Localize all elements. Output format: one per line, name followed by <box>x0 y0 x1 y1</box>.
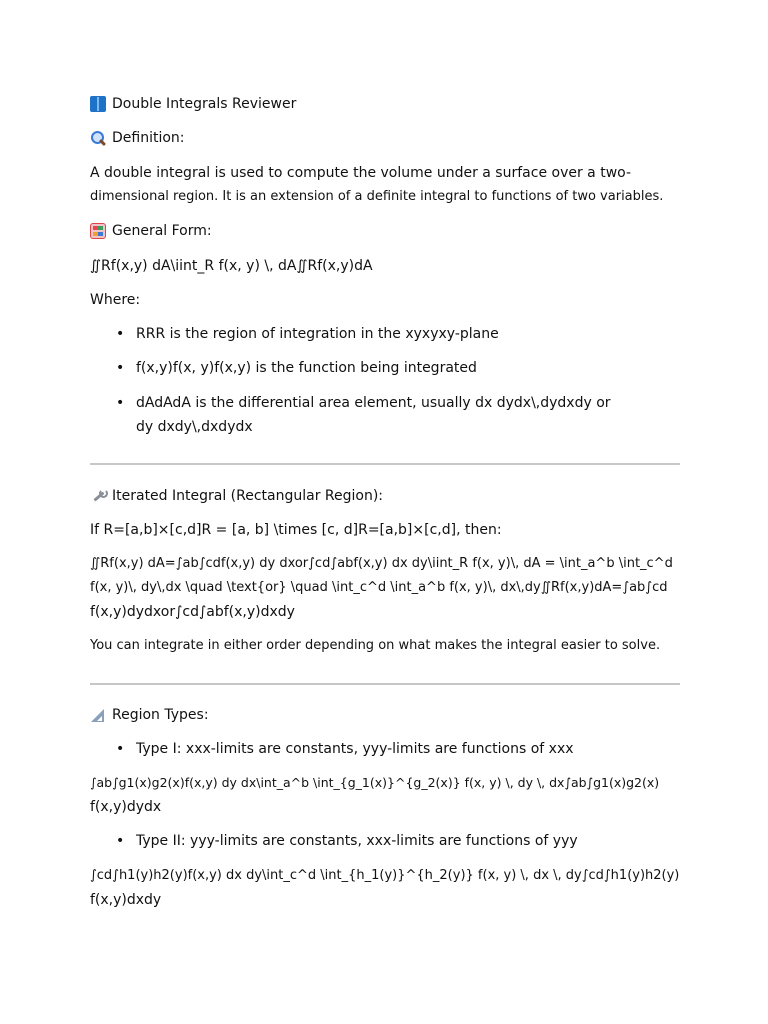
section-divider <box>90 683 680 685</box>
type2-formula-line-2: f(x,y)dxdy <box>90 892 162 908</box>
list-item: • dAdAdA is the differential area element, usually dx dydx\,dydxdy or dy dxdy\,dxdydx <box>136 391 611 439</box>
book-icon <box>90 96 106 112</box>
iterated-formula-line-2: f(x, y)\, dy\,dx \quad \text{or} \quad \int_c^d \int_a^b f(x, y)\, dx\,dy∬Rf(x,y)dA=∫ab∫cd <box>90 580 668 595</box>
list-item: • Type I: xxx-limits are constants, yyy-limits are functions of xxx <box>116 741 574 757</box>
general-form-heading <box>90 219 212 243</box>
list-item-text: RRR is the region of integration in the xyxyxy-plane <box>136 326 499 342</box>
list-item-text: Type II: yyy-limits are constants, xxx-limits are functions of yyy <box>136 833 578 849</box>
list-item-text: Type I: xxx-limits are constants, yyy-limits are functions of xxx <box>136 741 574 757</box>
iterated-heading <box>90 484 383 508</box>
region-types-heading-text: Region Types: <box>112 707 209 723</box>
general-form-heading-text: General Form: <box>112 223 212 239</box>
iterated-heading-text: Iterated Integral (Rectangular Region): <box>112 488 384 504</box>
region-types-heading <box>90 703 209 727</box>
list-item-text: dAdAdA is the differential area element, usually dx dydx\,dydxdy or <box>136 395 611 411</box>
iterated-formula-line-1: ∬Rf(x,y) dA=∫ab∫cdf(x,y) dy dxor∫cd∫abf(x,y) dx dy\iint_R f(x, y)\, dA = \int_a^b \int_c^d <box>90 556 673 571</box>
wrench-icon <box>90 488 106 504</box>
definition-line-2: dimensional region. It is an extension of a definite integral to functions of two variables. <box>90 189 664 204</box>
triangular-ruler-icon <box>90 707 106 723</box>
list-item-text: f(x,y)f(x, y)f(x,y) is the function being integrated <box>136 360 477 376</box>
iterated-condition: If R=[a,b]×[c,d]R = [a, b] \times [c, d]R=[a,b]×[c,d], then: <box>90 522 502 538</box>
abacus-icon <box>90 223 106 239</box>
iterated-note: You can integrate in either order depending on what makes the integral easier to solve. <box>90 638 661 653</box>
list-item-text-continued: dy dxdy\,dxdydx <box>136 419 253 435</box>
definition-heading-text: Definition: <box>112 130 185 146</box>
search-icon <box>90 130 106 146</box>
definition-line-1: A double integral is used to compute the volume under a surface over a two- <box>90 165 632 181</box>
list-item: • Type II: yyy-limits are constants, xxx-limits are functions of yyy <box>116 833 578 849</box>
general-form-formula: ∬Rf(x,y) dA\iint_R f(x, y) \, dA∬Rf(x,y)dA <box>90 258 373 274</box>
section-divider <box>90 463 680 465</box>
where-label: Where: <box>90 292 141 308</box>
type1-formula-line-2: f(x,y)dydx <box>90 799 162 815</box>
type2-formula-line-1: ∫cd∫h1(y)h2(y)f(x,y) dx dy\int_c^d \int_{h_1(y)}^{h_2(y)} f(x, y) \, dx \, dy∫cd∫h1(y)h2(y) <box>90 868 680 883</box>
list-item: • RRR is the region of integration in the xyxyxy-plane <box>116 326 499 342</box>
list-item: • f(x,y)f(x, y)f(x,y) is the function being integrated <box>116 360 477 376</box>
title-text: Double Integrals Reviewer <box>112 96 297 112</box>
type1-formula-line-1: ∫ab∫g1(x)g2(x)f(x,y) dy dx\int_a^b \int_{g_1(x)}^{g_2(x)} f(x, y) \, dy \, dx∫ab∫g1(x)g2(x) <box>90 775 660 790</box>
document-title <box>90 92 296 116</box>
definition-heading <box>90 126 185 150</box>
iterated-formula-line-3: f(x,y)dydxor∫cd∫abf(x,y)dxdy <box>90 604 295 620</box>
